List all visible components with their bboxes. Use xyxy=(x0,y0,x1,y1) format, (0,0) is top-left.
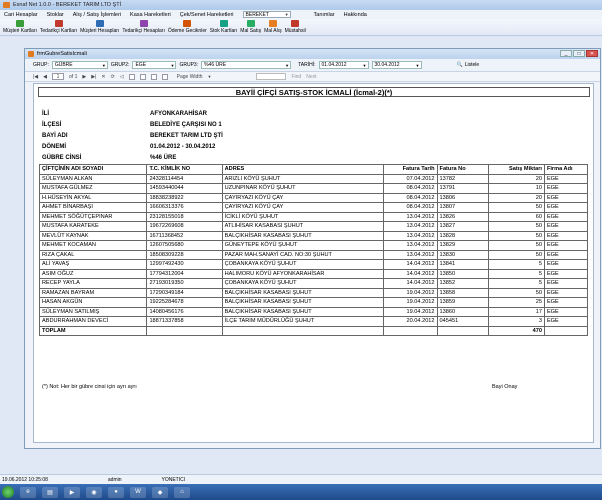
branch-select-value: BEREKET xyxy=(245,11,269,18)
total-value: 470 xyxy=(489,326,545,336)
info-label: DÖNEMİ xyxy=(42,143,66,150)
info-label: GÜBRE CİNSİ xyxy=(42,154,82,161)
toolbar-button-icon xyxy=(55,20,63,27)
date-from-value: 01.04.2012 xyxy=(321,62,347,68)
list-button-label: Listele xyxy=(464,62,480,68)
table-row xyxy=(40,241,588,251)
table-cell: 19.04.2012 xyxy=(383,288,437,298)
table-cell: 50 xyxy=(489,203,545,213)
sales-table xyxy=(39,164,588,336)
chevron-down-icon: ▼ xyxy=(170,62,175,68)
next-page-icon[interactable]: ▶ xyxy=(82,73,87,80)
table-cell: RIZA ÇAKAL xyxy=(40,250,147,260)
app-title: Esnaf Net 1.0.0 - BEREKET TARIM LTD ŞTİ xyxy=(13,2,122,8)
table-cell: 50 xyxy=(489,222,545,232)
info-row xyxy=(42,120,223,131)
total-row xyxy=(40,326,588,336)
table-cell: 08.04.2012 xyxy=(383,203,437,213)
table-cell: MEVLÜT KAYNAK xyxy=(40,231,147,241)
table-cell: 13830 xyxy=(437,250,489,260)
print-icon[interactable] xyxy=(129,74,135,80)
table-row xyxy=(40,260,588,270)
table-cell: BALÇIKHİSAR KASABASI ŞUHUT xyxy=(222,231,383,241)
table-row xyxy=(40,222,588,232)
toolbar-button-label: Stok Kartları xyxy=(209,28,238,34)
toolbar-button-icon xyxy=(16,20,24,27)
table-cell: H.HÜSEYİN AKYAL xyxy=(40,193,147,203)
table-cell: 19225284678 xyxy=(147,298,222,308)
table-row xyxy=(40,212,588,222)
table-cell: EGE xyxy=(544,231,587,241)
table-cell: ÇAYIRYAZI KÖYÜ ÇAY xyxy=(222,193,383,203)
toolbar-button-label: Ödeme Geciknler xyxy=(167,28,207,34)
page-input[interactable]: 1 xyxy=(52,73,64,80)
next-button[interactable]: Next xyxy=(306,73,317,80)
export-icon[interactable] xyxy=(162,74,168,80)
column-header[interactable]: Satış Miktarı xyxy=(489,165,545,175)
total-label: TOPLAM xyxy=(40,326,147,336)
table-cell: 18508309228 xyxy=(147,250,222,260)
table-cell: EGE xyxy=(544,184,587,194)
table-cell: 13860 xyxy=(437,307,489,317)
table-cell: 18838238922 xyxy=(147,193,222,203)
toolbar-button-icon xyxy=(269,20,277,27)
table-cell: MEHMET SÖĞÜTÇEPINAR xyxy=(40,212,147,222)
start-button[interactable] xyxy=(2,486,14,498)
info-value: 01.04.2012 - 30.04.2012 xyxy=(150,143,216,150)
table-cell: EGE xyxy=(544,222,587,232)
grup1-value: GÜBRE xyxy=(54,62,73,68)
toolbar-button-label: Tedarikçi Hesapları xyxy=(122,28,165,34)
toolbar-button-icon xyxy=(183,20,191,27)
table-cell: MEHMET KOCAMAN xyxy=(40,241,147,251)
table-cell: 3 xyxy=(489,317,545,327)
info-label: İLİ xyxy=(42,111,49,118)
taskbar xyxy=(0,484,602,500)
maximize-button[interactable]: □ xyxy=(573,50,585,57)
table-cell xyxy=(147,326,222,336)
branch-select[interactable] xyxy=(243,11,291,18)
table-cell: 14.04.2012 xyxy=(383,279,437,289)
window-title-bar xyxy=(25,49,600,59)
mdi-area xyxy=(0,36,602,474)
table-row xyxy=(40,307,588,317)
menu-tanimlar[interactable]: Tanımlar xyxy=(313,11,335,18)
chrome-icon[interactable]: ● xyxy=(108,487,124,498)
table-cell: 50 xyxy=(489,231,545,241)
info-label: İLÇESİ xyxy=(42,122,62,129)
table-cell: 14.04.2012 xyxy=(383,260,437,270)
status-datetime: 19.06.2012 10:25:08 xyxy=(2,476,48,483)
table-row xyxy=(40,298,588,308)
chevron-down-icon: ▼ xyxy=(101,62,106,68)
table-cell: 12997492430 xyxy=(147,260,222,270)
table-cell: 27193019350 xyxy=(147,279,222,289)
grup2-value: EGE xyxy=(135,62,147,68)
toolbar-button-label: Tedarikçi Kartları xyxy=(39,28,78,34)
table-cell: 13782 xyxy=(437,174,489,184)
table-row xyxy=(40,174,588,184)
column-header[interactable]: T.C. KİMLİK NO xyxy=(147,165,222,175)
info-value: AFYONKARAHİSAR xyxy=(150,111,207,118)
toolbar-button-icon xyxy=(220,20,228,27)
table-cell: İCİKLİ KÖYÜ ŞUHUT xyxy=(222,212,383,222)
column-header[interactable]: ÇİFTÇİNİN ADI SOYADI xyxy=(40,165,147,175)
table-cell: 60 xyxy=(489,212,545,222)
calendar-dropdown-icon: ▼ xyxy=(362,62,367,68)
list-button[interactable] xyxy=(457,62,480,68)
table-cell: ÇAYIRYAZI KÖYÜ ÇAY xyxy=(222,203,383,213)
table-cell: EGE xyxy=(544,241,587,251)
table-cell: 045451 xyxy=(437,317,489,327)
grup1-select[interactable] xyxy=(52,61,108,69)
table-cell: PAZAR MAH.SANAYİ CAD. NO:30 ŞUHUT xyxy=(222,250,383,260)
table-cell: 13806 xyxy=(437,193,489,203)
table-cell: EGE xyxy=(544,298,587,308)
table-cell: 19672269608 xyxy=(147,222,222,232)
table-cell: 13.04.2012 xyxy=(383,231,437,241)
toolbar-button-label: Mal Satış xyxy=(240,28,262,34)
table-cell: RAMAZAN BAYRAM xyxy=(40,288,147,298)
find-button[interactable]: Find xyxy=(291,73,302,80)
toolbar-button-icon xyxy=(247,20,255,27)
column-header[interactable]: Fatura Tarih xyxy=(383,165,437,175)
table-cell: 16711368452 xyxy=(147,231,222,241)
page-setup-icon[interactable] xyxy=(151,74,157,80)
window-controls xyxy=(560,50,598,57)
print-layout-icon[interactable] xyxy=(140,74,146,80)
network-icon[interactable]: ⌂ xyxy=(174,487,190,498)
table-cell: ABDURRAHMAN DEVECİ xyxy=(40,317,147,327)
menu-cek-senet[interactable]: Çek/Senet Hareketleri xyxy=(179,11,234,18)
table-cell: 13858 xyxy=(437,288,489,298)
toolbar-button-icon xyxy=(140,20,148,27)
prev-page-icon[interactable]: ◀ xyxy=(43,73,48,80)
app-title-bar xyxy=(0,0,602,10)
table-cell: 13828 xyxy=(437,231,489,241)
table-row xyxy=(40,193,588,203)
table-cell: UZUNPINAR KÖYÜ ŞUHUT xyxy=(222,184,383,194)
table-cell: 13791 xyxy=(437,184,489,194)
report-page xyxy=(33,83,594,443)
table-cell: 14080456176 xyxy=(147,307,222,317)
table-cell: HALIMORU KÖYÜ AFYONKARAHİSAR xyxy=(222,269,383,279)
toolbar-button-label: Müşteri Hesapları xyxy=(80,28,120,34)
menu-bar xyxy=(0,10,602,19)
table-cell: 13.04.2012 xyxy=(383,212,437,222)
table-cell: 13.04.2012 xyxy=(383,250,437,260)
report-info xyxy=(42,109,223,163)
main-toolbar xyxy=(0,19,602,36)
column-header[interactable]: Fatura No xyxy=(437,165,489,175)
menu-cari-hesaplar[interactable]: Cari Hesaplar xyxy=(4,11,38,18)
app-icon[interactable]: ◆ xyxy=(152,487,168,498)
table-cell: 10 xyxy=(489,184,545,194)
toolbar-button-8[interactable] xyxy=(285,20,306,35)
table-cell: 20.04.2012 xyxy=(383,317,437,327)
table-cell: 20 xyxy=(489,174,545,184)
table-row xyxy=(40,317,588,327)
page-total: of 1 xyxy=(69,73,78,80)
grup3-select[interactable] xyxy=(201,61,291,69)
info-row xyxy=(42,141,223,152)
column-header[interactable]: ADRES xyxy=(222,165,383,175)
report-note: (*) Not: Her bir gübre cinsi için ayrı ayrı xyxy=(42,384,137,390)
table-cell: 12607505680 xyxy=(147,241,222,251)
table-cell: 5 xyxy=(489,269,545,279)
toolbar-button-1[interactable] xyxy=(40,20,77,35)
table-cell: ÇOBANKAYA KÖYÜ ŞUHUT xyxy=(222,279,383,289)
table-cell: 13826 xyxy=(437,212,489,222)
table-cell: MUSTAFA GÜLMEZ xyxy=(40,184,147,194)
table-cell: 08.04.2012 xyxy=(383,193,437,203)
table-cell: 07.04.2012 xyxy=(383,174,437,184)
ie-icon[interactable]: e xyxy=(20,487,36,498)
word-icon[interactable]: W xyxy=(130,487,146,498)
date-from-field[interactable] xyxy=(319,61,369,69)
table-row xyxy=(40,231,588,241)
table-cell: ATLIHİSAR KASABASI ŞUHUT xyxy=(222,222,383,232)
table-cell: İLÇE TARIM MÜDÜRLÜĞÜ ŞUHUT xyxy=(222,317,383,327)
date-to-field[interactable] xyxy=(372,61,422,69)
date-to-value: 30.04.2012 xyxy=(374,62,400,68)
table-cell: MUSTAFA KARATEKE xyxy=(40,222,147,232)
table-cell: SÜLEYMAN SATILMIŞ xyxy=(40,307,147,317)
table-cell: 14.04.2012 xyxy=(383,269,437,279)
report-viewer-toolbar xyxy=(25,72,600,82)
info-value: %46 ÜRE xyxy=(150,154,177,161)
calendar-dropdown-icon: ▼ xyxy=(415,62,420,68)
toolbar-button-5[interactable] xyxy=(210,20,238,35)
last-page-icon[interactable]: ▶| xyxy=(91,73,97,80)
grup3-label: GRUP3: xyxy=(179,62,199,68)
menu-kasa-hareketleri[interactable]: Kasa Hareketleri xyxy=(130,11,171,18)
table-cell: 16606313376 xyxy=(147,203,222,213)
table-cell: 23128155018 xyxy=(147,212,222,222)
media-icon[interactable]: ▶ xyxy=(64,487,80,498)
table-cell: BALÇIKHİSAR KASABASI ŞUHUT xyxy=(222,307,383,317)
table-header-row xyxy=(40,165,588,175)
table-cell: EGE xyxy=(544,279,587,289)
status-role: YONETICI xyxy=(161,476,186,483)
table-cell: SÜLEYMAN ALKAN xyxy=(40,174,147,184)
table-cell: 17794312004 xyxy=(147,269,222,279)
toolbar-button-6[interactable] xyxy=(240,20,261,35)
table-cell: EGE xyxy=(544,174,587,184)
table-row xyxy=(40,269,588,279)
search-icon: 🔍 xyxy=(456,62,463,68)
toolbar-button-icon xyxy=(291,20,299,27)
find-input[interactable] xyxy=(256,73,286,80)
table-cell: 13807 xyxy=(437,203,489,213)
grup1-label: GRUP: xyxy=(33,62,49,68)
app-icon xyxy=(3,2,10,8)
status-user: admin xyxy=(107,476,122,483)
table-cell xyxy=(544,326,587,336)
menu-stoklar[interactable]: Stoklar xyxy=(46,11,64,18)
close-button[interactable]: ✕ xyxy=(586,50,598,57)
table-cell: 20 xyxy=(489,193,545,203)
table-cell: 14593440044 xyxy=(147,184,222,194)
table-row xyxy=(40,250,588,260)
toolbar-button-icon xyxy=(96,20,104,27)
table-cell: EGE xyxy=(544,307,587,317)
table-cell: 19.04.2012 xyxy=(383,298,437,308)
table-cell: EGE xyxy=(544,260,587,270)
toolbar-button-label: Müstahsil xyxy=(284,28,306,34)
table-cell: ARIZLI KÖYÜ ŞUHUT xyxy=(222,174,383,184)
table-cell: 24328114454 xyxy=(147,174,222,184)
table-row xyxy=(40,184,588,194)
grup3-value: %46 ÜRE xyxy=(204,62,227,68)
table-cell: EGE xyxy=(544,193,587,203)
window-title: frmGubreSatisIcmali xyxy=(37,51,87,57)
report-title: BAYİİ ÇİFÇİ SATIŞ-STOK İCMALİ (İcmal-2)(*) xyxy=(38,87,590,97)
table-cell: 50 xyxy=(489,250,545,260)
table-cell: BALÇIKHİSAR KASABASI ŞUHUT xyxy=(222,298,383,308)
status-bar xyxy=(0,474,602,484)
menu-alis-satis[interactable]: Alış / Satış İşlemleri xyxy=(72,11,122,18)
table-cell: 08.04.2012 xyxy=(383,184,437,194)
info-label: BAYİ ADI xyxy=(42,132,68,139)
info-row xyxy=(42,152,223,163)
table-cell: 17290349184 xyxy=(147,288,222,298)
table-cell: 17 xyxy=(489,307,545,317)
dealer-approval-label: Bayi Onay xyxy=(492,384,518,390)
table-cell: EGE xyxy=(544,288,587,298)
table-row xyxy=(40,203,588,213)
menu-hakkinda[interactable]: Hakkında xyxy=(343,11,367,18)
toolbar-button-2[interactable] xyxy=(80,20,119,35)
table-cell xyxy=(437,326,489,336)
table-cell: EGE xyxy=(544,269,587,279)
first-page-icon[interactable]: |◀ xyxy=(33,73,39,80)
window-icon xyxy=(28,51,34,57)
table-cell: EGE xyxy=(544,212,587,222)
table-cell: 13841 xyxy=(437,260,489,270)
date-label: TARİHİ: xyxy=(298,62,316,68)
table-cell: EGE xyxy=(544,203,587,213)
chevron-down-icon[interactable]: ▼ xyxy=(207,74,212,79)
table-cell: ALİ YAVAŞ xyxy=(40,260,147,270)
firefox-icon[interactable]: ◉ xyxy=(86,487,102,498)
minimize-button[interactable]: _ xyxy=(560,50,572,57)
info-row xyxy=(42,131,223,142)
report-window xyxy=(24,48,601,449)
chevron-down-icon: ▼ xyxy=(285,62,290,68)
filter-bar xyxy=(25,59,600,72)
toolbar-button-3[interactable] xyxy=(122,20,165,35)
table-cell: ASIM OĞUZ xyxy=(40,269,147,279)
table-cell: EGE xyxy=(544,317,587,327)
grup2-label: GRUP2: xyxy=(110,62,130,68)
table-cell: 19.04.2012 xyxy=(383,307,437,317)
toolbar-button-4[interactable] xyxy=(168,20,207,35)
table-cell: GÜNEYTEPE KÖYÜ ŞUHUT xyxy=(222,241,383,251)
table-cell: 5 xyxy=(489,279,545,289)
table-cell: 13827 xyxy=(437,222,489,232)
stop-icon[interactable]: ✕ xyxy=(101,73,106,80)
toolbar-button-7[interactable] xyxy=(264,20,282,35)
folder-icon[interactable]: ▤ xyxy=(42,487,58,498)
toolbar-button-label: Müşteri Kartları xyxy=(3,28,37,34)
table-cell: 13.04.2012 xyxy=(383,241,437,251)
zoom-select[interactable]: Page Width xyxy=(176,73,203,80)
chevron-down-icon: ▼ xyxy=(284,12,289,17)
info-row xyxy=(42,109,223,120)
toolbar-button-0[interactable] xyxy=(3,20,37,35)
info-value: BELEDİYE ÇARŞISI NO 1 xyxy=(150,122,222,129)
refresh-icon[interactable]: ⟳ xyxy=(110,73,115,80)
table-cell: 13.04.2012 xyxy=(383,222,437,232)
table-cell: 13852 xyxy=(437,279,489,289)
table-cell: BALÇIKHİSAR KASABASI ŞUHUT xyxy=(222,288,383,298)
table-row xyxy=(40,279,588,289)
table-cell: HASAN AKGÜN xyxy=(40,298,147,308)
toolbar-button-label: Mal Alış xyxy=(264,28,282,34)
grup2-select[interactable] xyxy=(132,61,176,69)
table-cell: 50 xyxy=(489,288,545,298)
table-cell: 13859 xyxy=(437,298,489,308)
table-cell: 13850 xyxy=(437,269,489,279)
table-cell: 5 xyxy=(489,260,545,270)
table-cell: 13829 xyxy=(437,241,489,251)
table-row xyxy=(40,288,588,298)
table-cell: AHMET BİNARBAŞI xyxy=(40,203,147,213)
info-value: BEREKET TARIM LTD ŞTİ xyxy=(150,132,223,139)
table-cell xyxy=(383,326,437,336)
table-cell: 50 xyxy=(489,241,545,251)
back-icon[interactable]: ◁ xyxy=(119,73,124,80)
table-cell: EGE xyxy=(544,250,587,260)
table-cell: 18871337858 xyxy=(147,317,222,327)
column-header[interactable]: Firma Adı xyxy=(544,165,587,175)
table-cell: ÇOBANKAYA KÖYÜ ŞUHUT xyxy=(222,260,383,270)
table-cell: 25 xyxy=(489,298,545,308)
table-cell: RECEP YAYLA xyxy=(40,279,147,289)
table-cell xyxy=(222,326,383,336)
